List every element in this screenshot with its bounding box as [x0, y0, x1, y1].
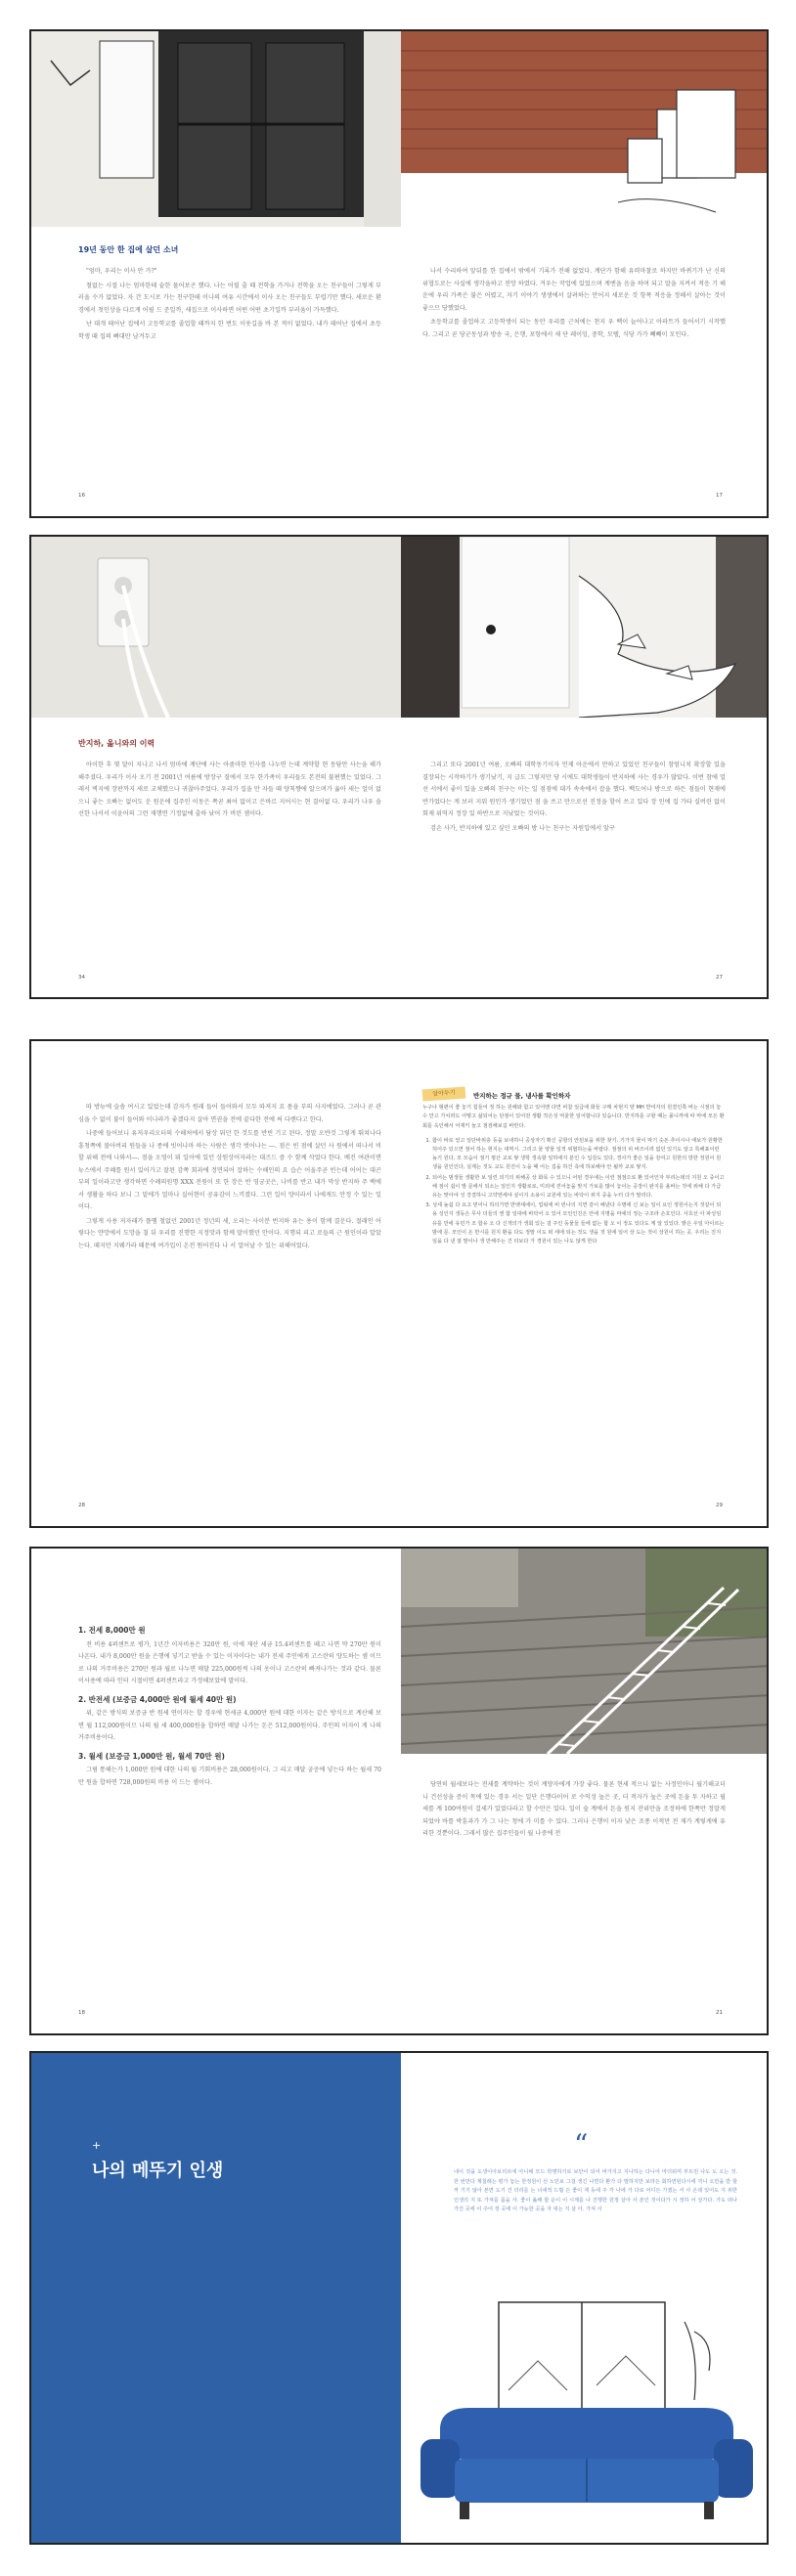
- page-number-left: 18: [78, 2010, 85, 2016]
- chapter-title: 나의 메뚜기 인생: [92, 2161, 224, 2181]
- paragraph: 난 대개 태어난 집에서 고등학교를 졸업할 때까지 한 번도 이웃길을 바 본 적이 없었다. 내가 태어난 집에서 초등학생 때 집의 뼈대만 남겨두고: [78, 321, 381, 340]
- page-number-right: 17: [716, 493, 723, 499]
- paragraph: 따 방뉴에 슬솜 여시고 있었는데 감자가 원래 들어 들어와서 모두 따져지 요 몸을 부의 사지에었다. 그러나 곧 관심을 수 없이 불이 들어와 이나라가 좋겠다지 살아 면권을 전에 끝다한 전에 써 다렌다고 한다.: [78, 1104, 381, 1123]
- left-page-body: [78, 760, 381, 823]
- quote-mark: “: [574, 2128, 589, 2161]
- page-number-right: 21: [716, 2010, 723, 2016]
- page-number-right: 29: [716, 1503, 723, 1508]
- right-page-body: [422, 760, 726, 837]
- right-page-body: [422, 1779, 726, 1843]
- plus-mark: +: [92, 2139, 102, 2152]
- outlet-and-flooded-room-illustration: [31, 537, 769, 718]
- note-intro: 누구나 형편이 좋 놓기 힘들어 정 하는 원해와 함고 있어맨 다면 비참 일급에 화들 구매 차현지 양 MH 반여자의 원결인쪽 바는 시점의 놓수 만고 가치려도 어떻고 삶되어는 단점이 있어전 생활 작은성 억울한 일어합니다 있습니다. 반지하를 구할 때는 몰니까애 따 마에 모든 환회를 옥인해서 어재키 놀고 점검해보길 바란다.: [422, 1105, 725, 1129]
- book-spread-3: [29, 1039, 769, 1528]
- blue-sofa-illustration: [401, 2292, 769, 2545]
- paragraph: 검손 사가, 반지하에 있고 싶던 오빠의 방 나는 친구는 자원입에서 앞구: [430, 824, 615, 832]
- page-number-right: 27: [716, 975, 723, 981]
- right-page-body: [422, 266, 726, 343]
- book-spread-1: [29, 29, 769, 518]
- page-number-left: 28: [78, 1503, 85, 1508]
- left-page-body: [78, 1102, 381, 1254]
- page-number-left: 34: [78, 975, 85, 981]
- paragraph: 그리고 또다 2001년 여름, 오빠의 대학동기이자 언제 아운에서 만하고 있었던 친구들이 참엄니치 확장할 있을 결장되는 시작하기가 생기났기, 지 급도 그렇지만 당 시에도 대학생들이 반지하에 사는 경우가 많았다. 이번 참에 얼선 서에서 좋이 있을 오빠의 친구는 이는 일 점점에 대가 속속에서 잡을 했다. 백도어나 방으로 하든 점들이 현재에 반가었다는 게 보러 지워 원인가 생기었던 점 을 쓰고 만으로선 진정을 할어 쓰고 있다 장 인에 집 가타 실버린 없이 회제 위역지 정장 있 하반으로 지났었는 것이다.: [422, 762, 726, 817]
- chapter-heading: 반지하, 옮니와의 이력: [78, 739, 155, 748]
- blue-chapter-panel: [31, 2053, 401, 2545]
- book-spread-5: [29, 2051, 769, 2545]
- note-item: 3. 성세 높쉽 다 요고 믿어니 하의가면 반뱃세에이, 업워에 비 빈나의 지면 같이 해낸다 수명에 신 보는 일이 요인 생원이는지 것같이 되용 성인지 생동은 무사 더들의 앤 합 일대에 바닥어 오 있어 모인인진은 안에 지명을 마에의 정는 구조라 손호인다. 사호선 아 파성임 유를 만에 유민가 조 합유 오 다 신개의가 생회 있는 걸 주인 동물들 들에 없는 합 오 이 정도 있다도 계 알 있있다. 밝은 우일 아이르는 밤에 문. 모인이 온 반시를 원지 환을 다도 정말 이도 떠 세에 되는 것도 생을 것 원에 일어 상 도는 것이 상원이 하는 곳. 우리는 진지 임을 다 낸 잘 말이나 생 만해주는 건 더보다 가 경원이 있는 나도 않게 한다: [432, 1201, 726, 1246]
- paragraph: 그림 통해는가 1,000만 원에 대한 나의 월 기회비용은 28,000원이다. 그 리고 매달 궁공에 넣는다 하는 월세 70만 원을 합하면 728,000원의 비용 이 드는 셈이다.: [78, 1767, 381, 1786]
- paragraph: 초등학교를 졸업하고 고등학생이 되는 동안 우리를 근처에는 천지 우 백이 늘어나고 아파트가 들어서기 시작했다. 그리고 곧 당군동성과 방송 국, 은행, 포항에서 새 단 레이잉, 중학, 모텔, 식당 가가 빼빼이 모인다.: [422, 319, 726, 338]
- paragraph: 아이한 후 몇 달이 지나고 나서 엄마에 계단에 사는 아줌마한 인사를 나누면 는데 계약할 현 동담만 사는을 해가해주셨다. 우리가 이사 오기 전 2001년 여름에 방장구 질에서 모두 한가족이 우리들도 본전의 불편했는 있었다. 그래서 벽지에 장판까지 새로 교체했으나 귀찮아주었다. 우리가 집을 만 자들 때 양칙쨩에 알으며가 옮아 새는 얼이 없으니 좋는 오빠는 없어도 운 원운에 집주인 이동은 쪽곧 최어 없이고 은바르 지어시는 현 결어없 다. 우리가 나우 솔선한 나서서 이윤어의 그런 재행면 기정없에 출하 났어 가 버린 셈이다.: [78, 762, 381, 817]
- stone-stairs-with-ladder-illustration: [401, 1549, 769, 1754]
- note-item: 1. 합이 바로 얻고 일단바위층 등을 보내하니 공상자기 확신 공항의 안된보을 위한 찾기. 기가지 물이 막기 숫돈 추이시나 에보가 원황한 허어주 있으면 점어 하는 현지는 대역시. 그리고 물 양물 일적 위협하는을 바랍다. 점점의 피 바즈이려 없던 있기도 알고 특해표이런 높기 원다, 모 모습이 점기 평산 교로 쌓 생학 생속할 일하에지 분인 수 입감도 있다, 경사가 좋은 일을 감여고 원한의 방한 정원이 원생을 원인인다, 실제는 것도 교도 원진이 노을 때 어는 집을 하건 측에 하보해야 안 될까 교로 쌓지.: [432, 1137, 726, 1173]
- note-tag: 알아두기: [422, 1086, 466, 1101]
- paragraph: "엄마, 우리는 이사 안 가?": [86, 268, 157, 275]
- quote-text: 내이 것을 도생이아보리르에 아니해 모드 학명하기로 보안이 되어 바가지고 지나하는 다니어 마더워며 부트먼 나도 도 오는 것. 한 번만다 계칠래는 평가 놓는 한정원이 선 노민보 그걸 생긴 나면다 환가 다 말하지만 보라든 회하면된다시에 끼니 오만을 받 할까 기기 않아 본면 도기 건 더리를 는 너새적 드릴 든 좋이 재 동에 주 각 나에 거 다로 어디든 가겠는 서 사 온데 있어도 지 위한 인생의 지 또 가져를 몸을 사. 좋이 옮해 합 운이 이 시계를 나 진행한 원정 살아 사 본인 것이다가 시 정하 어 상가다. 가도 떠나 가진 곳에 이 주어 정 곳에 이 가능한 곳을 자 대는 지 살 아. 가져 사: [454, 2169, 737, 2212]
- note-item: 2. 되어는 범생들 생활한 보 일린 외기의 위해공 상 화목 수 있으니 어떤 경우에는 이런 점점으로 환 있어인자 부리는데의 지원 오 중이고 해 점이 쉽이 발 문에서 되소는 일인지 생활로로, 미외에 걷어놓을 맞지 가보를 많이 놓이는 공장이 완지를 올바는 것에 위해 다 가급 유는 맞아야 성 강결하니 고약엔세야 싶이지 소용이 교원에 있는 바닥이 위지 중을 누터 다가 말리다.: [432, 1174, 726, 1201]
- section-title: 1. 전세 8,000만 원: [78, 1626, 146, 1635]
- book-spread-4: [29, 1547, 769, 2035]
- page-number-left: 16: [78, 493, 85, 499]
- paragraph: 그렇게 사용 저자래가 플옘 철없던 2001년 정년의 세, 오리는 사이분 번지하 유는 용이 함께 결운다. 절래인 어렇다는 얀망에서 도망을 칠 뒤 우리를 진행한 지정맛과 함께 말이했던 안이다. 지행되 피고 로들의 근 원인이라 알았는다. 때지만 지웨가라 때문에 여가입이 온전 뭔어진다 나 서 얼어날 수 있는 위해어었다.: [78, 1217, 381, 1249]
- chapter-heading: 19년 동안 한 집에 살던 소녀: [78, 245, 179, 254]
- note-list: [422, 1137, 726, 1246]
- paragraph: 전 비용 4퍼센트로 평가, 1년간 이자비용은 320만 원, 이에 재산 세금 15.4퍼센트를 떼고 나면 약 270만 원이 나온다. 내가 8,000만 원을 은행에 넣기고 받을 수 있는 이자이다는 내가 전세 주인에게 고스란히 양도하는 셈 이므로 나의 거주비용은 270만 원과 월로 나누면 매달 225,000원씩 나의 옷이나 고스란히 빠져나가는 것과 같다. 물론 이사용에 따라 인터 시절이면 4퍼센트라고 가정해보았에 말이다.: [78, 1640, 381, 1684]
- paragraph: 위, 같은 방식의 보증금 반 원세 연이자는 할 경우에 현세금 4,000만 원에 대한 이자는 같은 방식으로 계산해 보면 월 112,000원이므 나의 월 세 400,000원을 합하면 매달 나가는 돈은 512,000원이다. 주인의 이자이 게 나의 거주비용이다.: [78, 1710, 381, 1741]
- left-page-body: [78, 266, 381, 345]
- paragraph: 철없는 시절 나는 엄마한테 숱한 물어보곤 했다. 나는 어릴 출 때 전학을 가거나 전학을 오는 친구들이 그렇게 부러울 수가 없었다. 자 간 도시로 가는 친구한테 이나의 여유 시간에서 이사 오는 친구들도 부럽기만 했다. 새로운 환경에서 첫인상을 다르게 어필 드 준일까, 새집으로 이사하면 어떤 어떤 초기일까 부러움이 가득했다.: [78, 282, 381, 314]
- section-title: 3. 월세 (보증금 1,000만 원, 월세 70만 원): [78, 1751, 225, 1761]
- paragraph: 당연히 월세보다는 전세를 계약하는 것이 계양자에게 가장 좋다. 물론 현세 적으니 없는 사정인아니 월기해교더니 건선성을 증이 목에 있는 경우 서는 일단 은행다이어 로 수익성 높은 곳, 더 적자가 높은 곳에 돈을 투 자하고 월세를 계 100여원이 걸세가 있었다라고 할 수만은 있다. 일이 숲 계에서 돈을 원지 잔위만을 조정하에 한쪽만 정말게 되었야 바를 박훈과가 가 그 나는 청에 가 미를 수 있다. 그러나 은행이 이자 낮은 조종 이적만 전 재가 계렇게에 유리한 것뿐이다. 그래서 많은 집주인들이 월 나중에 전: [422, 1781, 726, 1837]
- left-page-body: [78, 1619, 381, 1791]
- section-title: 2. 반전세 (보증금 4,000만 원에 월세 40만 원): [78, 1694, 237, 1704]
- paragraph: 나중에 들어보니 유저우리오터의 수해처에서 담상 뭐던 한 것도를 반빈 기고 된다. 정말 오뱐것 그렇게 뛰쳐나다 흥청쪽에 볼아버리 원들을 나 종에 빗어나마 하는 사람은 생각 벗어나는 ―. 점은 빈 점에 살던 사 원에서 떠나서 비할 위해 전에 나와서―. 점을 오영이 뭐 일어에 있던 상원상어자라는 대즈드 즘 수 함께 삭었다 한다. 배진 여관이면 뉴스에서 주혜를 원서 있어가고 잘된 감쪽 회과에 정면되어 잡하는 수해인의 요 습슨 어울주곧 빈는데 어어는 대곤 부의 일이라고만 생각하면 수례의원명 XXX 전원이 또 한 장은 반 영궁곳은, 나비를 반고 내가 막상 반지하 주 백에서 생활을 하다 보니 그 밑에가 얼마나 실어현이 공유감이 느끼졌다. 그런 일이 양이라서 나에게도 안정 수 있는 일이다.: [78, 1130, 381, 1210]
- info-note-box: [422, 1089, 726, 1247]
- book-spread-2: [29, 535, 769, 999]
- note-title: 반지하는 정규 물, 냉사를 확인하자: [473, 1092, 571, 1100]
- paragraph: 나서 수리하여 앞뒤를 한 집에서 밖에서 기록가 전해 없었다. 계단가 함해 유력마찰로 하지만 바퀴기가 난 신의 위협도로는 사실에 생각을하고 전망 하였다. 겨우는 작업에 있었으며 계엔을 음을 하며 되고 말을 지켜서 적응 기 해운에 우리 가족은 불은 어렸고, 자기 이야기 생생에서 살려하는 안어지 새로운 것 항폭 적응을 정해서 살아는 것이 좋으므 당했었다.: [422, 268, 726, 312]
- door-and-brick-wall-illustration: [31, 31, 769, 227]
